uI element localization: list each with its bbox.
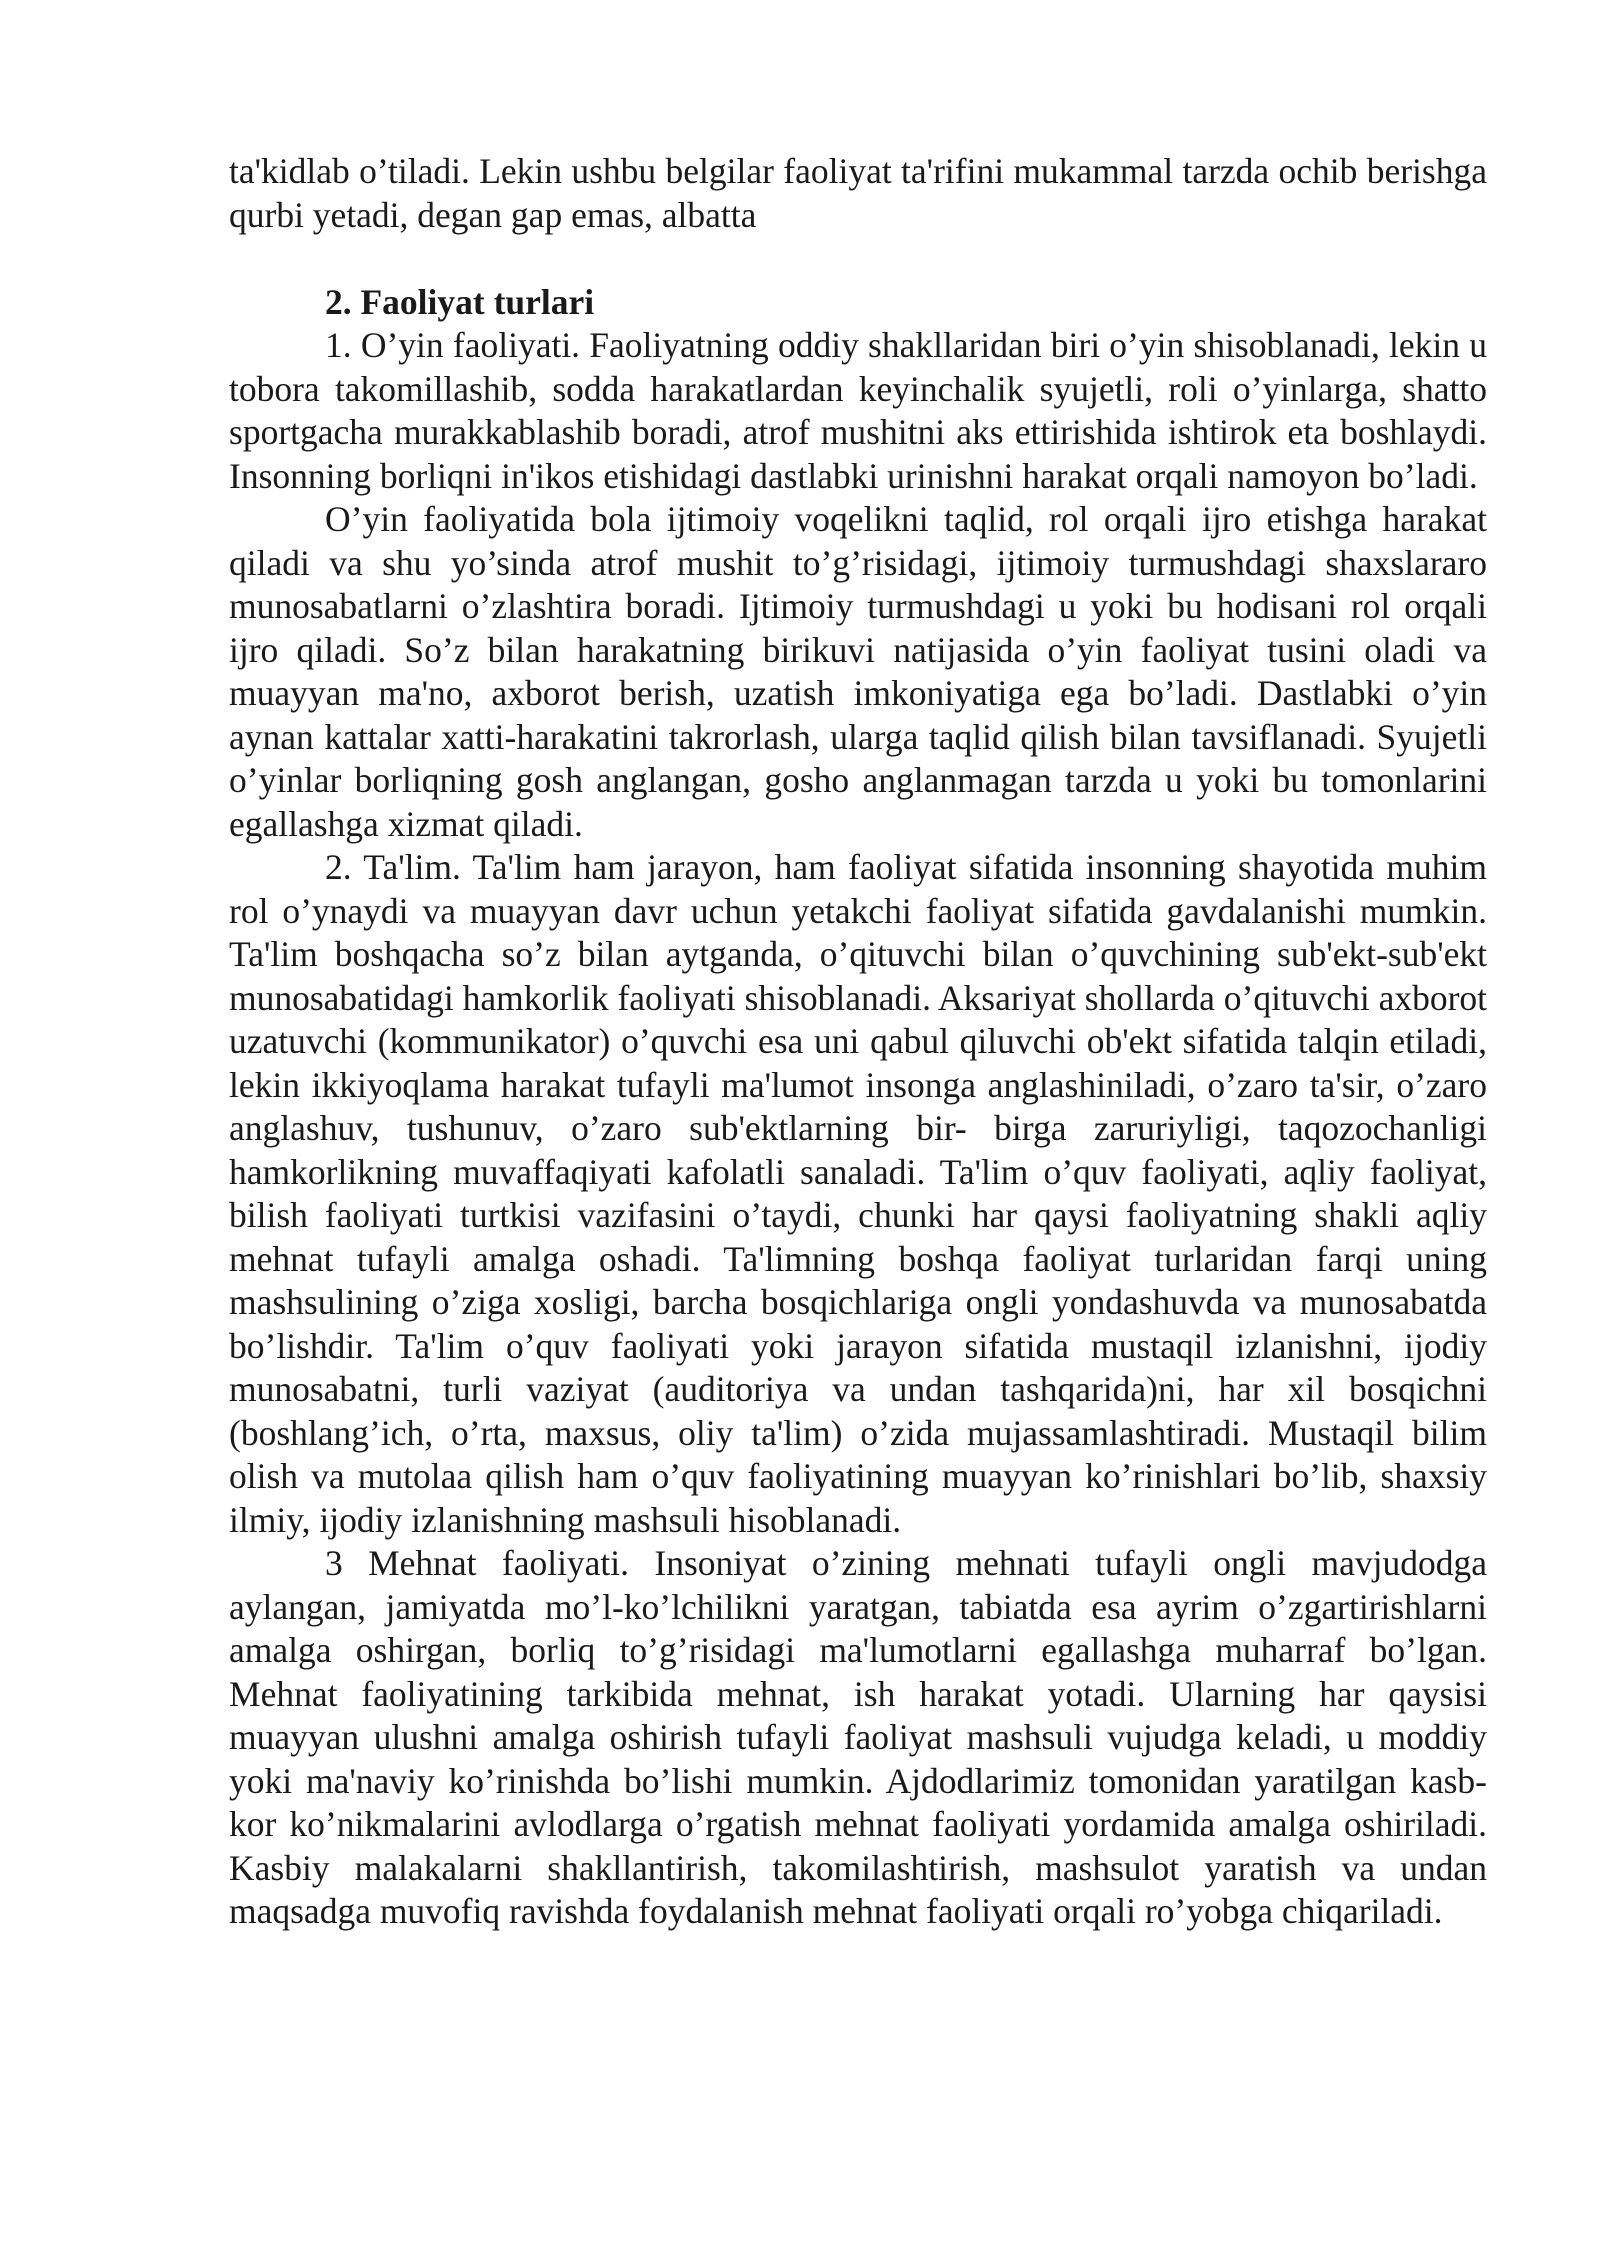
section-heading: 2. Faoliyat turlari [325, 281, 595, 322]
paragraph-talim: 2. Ta'lim. Ta'lim ham jarayon, ham faoliyat sifatida insonning shayotida muhim rol o’ynaydi va muayyan davr uchun yetakchi faoliyat sifatida gavdalanishi mumkin. Ta'lim boshqacha so’z bilan aytganda, o’qituvchi bilan o’quvchining sub'ekt-sub'ekt munosabatidagi hamkorlik faoliyati shisoblanadi. Aksariyat shollarda o’qituvchi axborot uzatuvchi (kommunikator) o’quvchi esa uni qabul qiluvchi ob'ekt sifatida talqin etiladi, lekin ikkiyoqlama harakat tufayli ma'lumot insonga anglashiniladi, o’zaro ta'sir, o’zaro anglashuv, tushunuv, o’zaro sub'ektlarning bir- birga zaruriyligi, taqozochanligi hamkorlikning muvaffaqiyati kafolatli sanaladi. Ta'lim o’quv faoliyati, aqliy faoliyat, bilish faoliyati turtkisi vazifasini o’taydi, chunki har qaysi faoliyatning shakli aqliy mehnat tufayli amalga oshadi. Ta'limning boshqa faoliyat turlaridan farqi uning mashsulining o’ziga xosligi, barcha bosqichlariga ongli yondashuvda va munosabatda bo’lishdir. Ta'lim o’quv faoliyati yoki jarayon sifatida mustaqil izlanishni, ijodiy munosabatni, turli vaziyat (auditoriya va undan tashqarida)ni, har xil bosqichni (boshlang’ich, o’rta, maxsus, oliy ta'lim) o’zida mujassamlashtiradi. Mustaqil bilim olish va mutolaa qilish ham o’quv faoliyatining muayyan ko’rinishlari bo’lib, shaxsiy ilmiy, ijodiy izlanishning mashsuli hisoblanadi. [229, 847, 1488, 1540]
paragraph-oyin-faoliyatida: O’yin faoliyatida bola ijtimoiy voqelikni taqlid, rol orqali ijro etishga harakat qiladi va shu yo’sinda atrof mushit to’g’risidagi, ijtimoiy turmushdagi shaxslararo munosabatlarni o’zlashtira boradi. Ijtimoiy turmushdagi u yoki bu hodisani rol orqali ijro qiladi. So’z bilan harakatning birikuvi natijasida o’yin faoliyat tusini oladi va muayyan ma'no, axborot berish, uzatish imkoniyatiga ega bo’ladi. Dastlabki o’yin aynan kattalar xatti-harakatini takrorlash, ularga taqlid qilish bilan tavsiflanadi. Syujetli o’yinlar borliqning gosh anglangan, gosho anglanmagan tarzda u yoki bu tomonlarini egallashga xizmat qiladi. [229, 499, 1487, 844]
paragraph-mehnat-faoliyati: 3 Mehnat faoliyati. Insoniyat o’zining mehnati tufayli ongli mavjudodga aylangan, jamiyatda mo’l-ko’lchilikni yaratgan, tabiatda esa ayrim o’zgartirishlarni amalga oshirgan, borliq to’g’risidagi ma'lumotlarni egallashga muharraf bo’lgan. Mehnat faoliyatining tarkibida mehnat, ish harakat yotadi. Ularning har qaysisi muayyan ulushni amalga oshirish tufayli faoliyat mashsuli vujudga keladi, u moddiy yoki ma'naviy ko’rinishda bo’lishi mumkin. Ajdodlarimiz tomonidan yaratilgan kasb-kor ko’nikmalarini avlodlarga o’rgatish mehnat faoliyati yordamida amalga oshiriladi. Kasbiy malakalarni shakllantirish, takomilashtirish, mashsulot yaratish va undan maqsadga muvofiq ravishda foydalanish mehnat faoliyati orqali ro’yobga chiqariladi. [229, 1543, 1487, 1931]
paragraph-oyin-faoliyati: 1. O’yin faoliyati. Faoliyatning oddiy shakllaridan biri o’yin shisoblanadi, lekin u tobora takomillashib, sodda harakatlardan keyinchalik syujetli, roli o’yinlarga, shatto sportgacha murakkablashib boradi, atrof mushitni aks ettirishida ishtirok eta boshlaydi. Insonning borliqni in'ikos etishidagi dastlabki urinishni harakat orqali namoyon bo’ladi. [229, 325, 1487, 496]
intro-paragraph: ta'kidlab o’tiladi. Lekin ushbu belgilar faoliyat ta'rifini mukammal tarzda ochib berishga qurbi yetadi, degan gap emas, albatta [229, 151, 1487, 235]
document-body [229, 150, 1487, 1934]
